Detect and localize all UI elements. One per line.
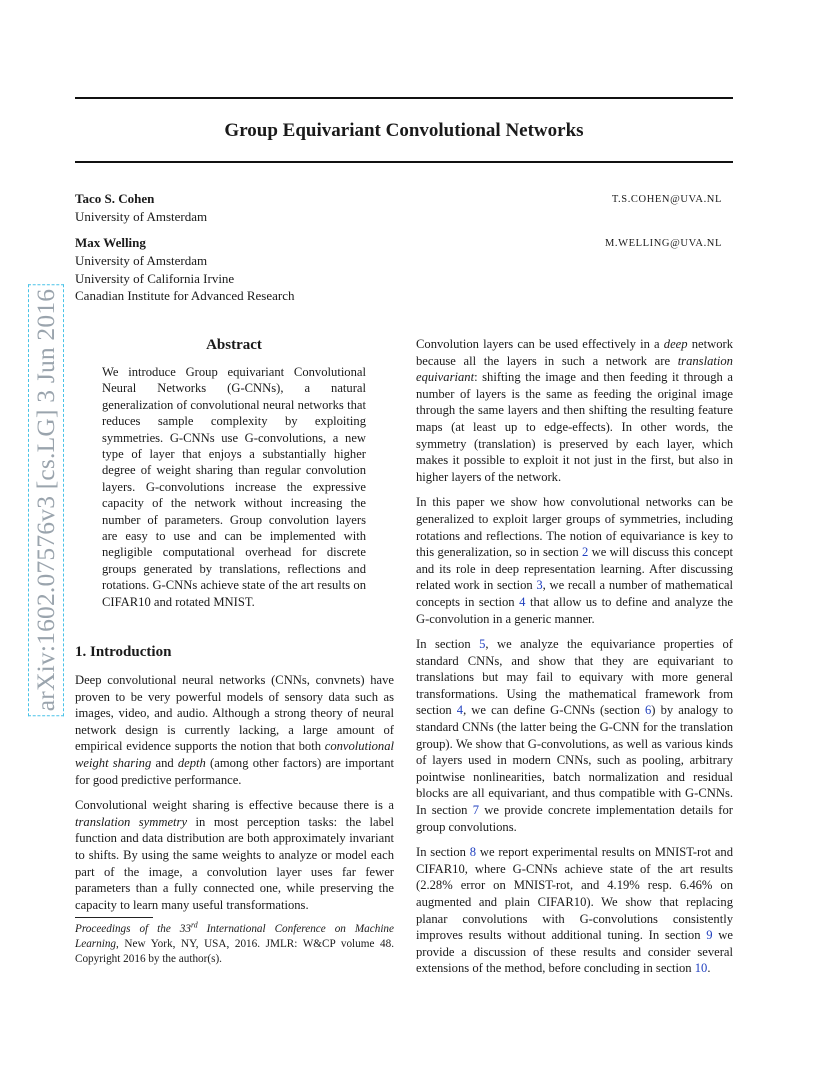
affiliation: University of California Irvine [75,270,235,286]
footnote-proceedings: Proceedings of the 33rd International Conference on Machine Learning, New York, NY, USA, 2016. JMLR: W&CP volume 48. Copyright 2016 by the author(s). [75,920,394,965]
paragraph: Convolutional weight sharing is effective because there is a translation symmetry in most perception tasks: the label function and data distribution are both approximately invariant to shifts. By using the same weights to analyze or model each part of the image, a convolution layer uses far fewer parameters than a fully connected one, while preserving the capacity to learn many useful transformations. [75,798,394,912]
section-link[interactable]: 6 [645,703,652,718]
top-rule-thick [75,97,733,99]
author-email-2[interactable]: M.WELLING@UVA.NL [604,238,722,249]
author-name-1: Taco S. Cohen [75,191,155,206]
section-link[interactable]: 9 [706,928,713,943]
author-email-1[interactable]: T.S.COHEN@UVA.NL [611,194,722,205]
author-affiliations-1 [75,208,207,226]
section-link[interactable]: 3 [536,578,543,593]
section-link[interactable]: 4 [456,703,464,718]
left-column-body [75,672,394,922]
paragraph: Deep convolutional neural networks (CNNs, convnets) have proven to be very powerful models of sensory data such as images, video, and audio. Although a strong theory of neural network design is currently lacking, a large amount of empirical evidence supports the notion that both convolutional weight sharing and depth (among other factors) are important for good predictive performance. [75,673,395,787]
affiliation: University of Amsterdam [75,209,208,224]
arxiv-stamp[interactable]: arXiv:1602.07576v3 [cs.LG] 3 Jun 2016 [31,288,60,712]
abstract-text: We introduce Group equivariant Convolutional Neural Networks (G-CNNs), a natural generalization of convolutional neural networks that reduces sample complexity by exploiting symmetries. G-CNNs use G-convolutions, a new type of layer that enjoys a substantially higher degree of weight sharing than regular convolution layers. G-convolutions increase the expressive capacity of the network without increasing the number of parameters. Group convolution layers are easy to use and can be implemented with negligible computational overhead for discrete groups generated by translations, reflections and rotations. G-CNNs achieve state of the art results on CIFAR10 and rotated MNIST. [102,365,366,609]
section-heading-introduction: 1. Introduction [75,644,172,660]
footnote-rule [75,917,153,918]
affiliation: University of Amsterdam [75,253,208,268]
section-link[interactable]: 2 [582,545,589,560]
affiliation: Canadian Institute for Advanced Research [75,288,295,303]
section-link[interactable]: 4 [519,594,526,609]
section-link[interactable]: 7 [472,803,479,818]
paragraph: In section 5, we analyze the equivariance properties of standard CNNs, and show that they are equivariant to translations but may fail to equivary with more general transformations. Using the mathematical framework from section 4, we can define G-CNNs (section 6) by analogy to standard CNNs (the latter being the G-CNN for the translation group). We show that G-convolutions, as well as various kinds of layers used in modern CNNs, such as pooling, arbitrary pointwise nonlinearities, batch normalization and residual blocks are all equivariant, and thus compatible with G-CNNs. In section 7 we provide concrete implementation details for group convolutions. [416,637,733,834]
abstract-heading: Abstract [206,337,262,353]
paragraph: In this paper we show how convolutional networks can be generalized to exploit larger groups of symmetries, including rotations and reflections. The notion of equivariance is key to this generalization, so in section 2 we will discuss this concept and its role in deep representation learning. After discussing related work in section 3, we recall a number of mathematical concepts in section 4 that allow us to define and analyze the G-convolution in a generic manner. [416,495,734,626]
paragraph: In section 8 we report experimental results on MNIST-rot and CIFAR10, where G-CNNs achieve state of the art results (2.28% error on MNIST-rot, and 4.19% resp. 6.46% on augmented and plain CIFAR10). We show that replacing planar convolutions with G-convolutions consistently improves results without additional tuning. In section 9 we provide a discussion of these results and consider several extensions of the method, before concluding in section 10. [416,845,733,976]
author-affiliations-2 [75,252,294,305]
section-link[interactable]: 5 [479,637,486,652]
author-name-2: Max Welling [75,235,146,250]
section-link[interactable]: 10 [694,961,708,976]
right-column-body [416,336,733,986]
title-rule-bottom [75,161,733,163]
section-link[interactable]: 8 [469,845,477,860]
paper-title: Group Equivariant Convolutional Networks [224,120,584,141]
paragraph: Convolution layers can be used effectively in a deep network because all the layers in such a network are translation equivariant: shifting the image and then feeding it through a number of layers is the same as feeding the original image through the same layers and then shifting the resulting feature maps (at least up to edge-effects). In other words, the symmetry (translation) is preserved by each layer, which makes it possible to exploit it not just in the first, but also in higher layers of the network. [416,337,733,484]
